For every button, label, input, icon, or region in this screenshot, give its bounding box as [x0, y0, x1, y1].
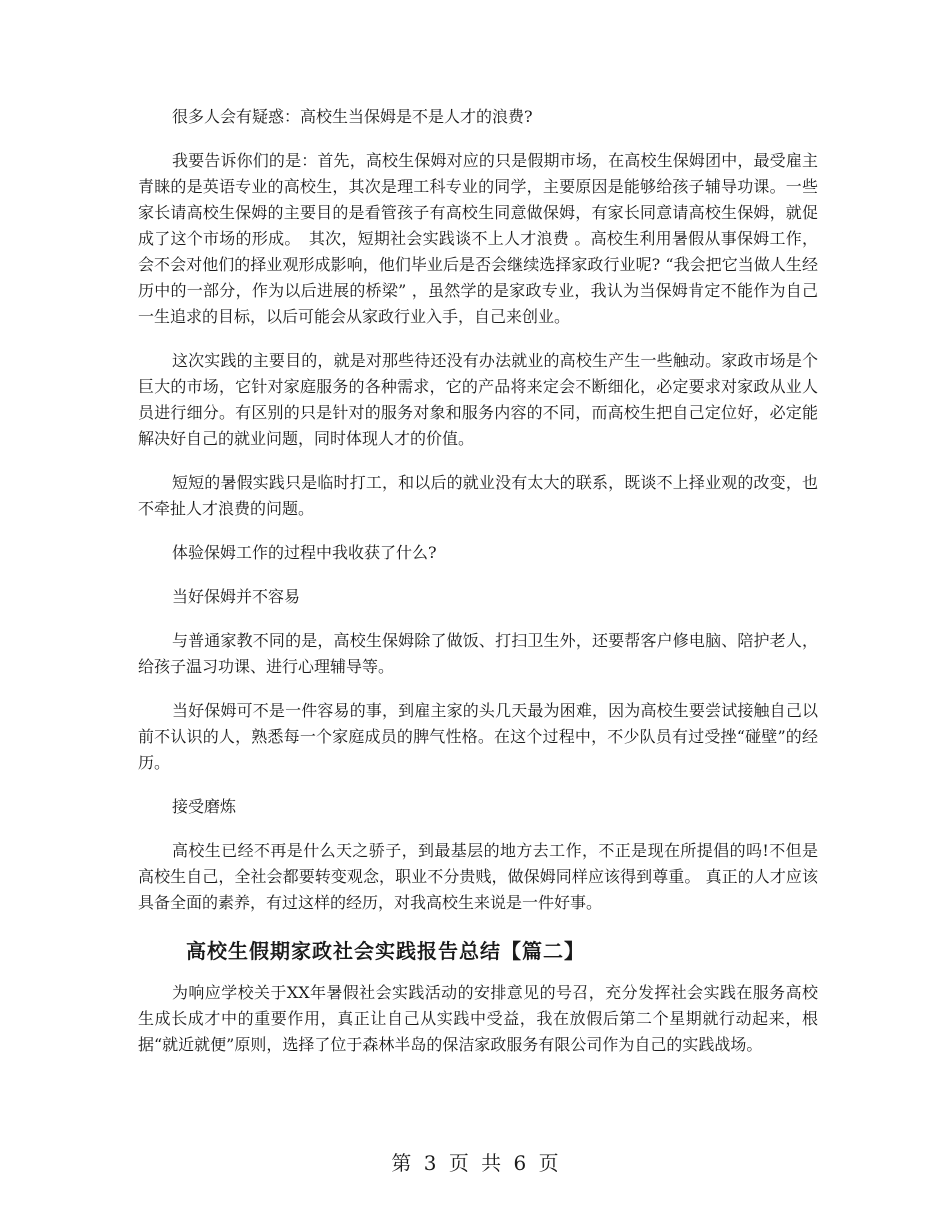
- paragraph-duties: 与普通家教不同的是，高校生保姆除了做饭、打扫卫生外，还要帮客户修电脑、陪护老人，给孩子温习功课、进行心理辅导等。: [138, 631, 818, 676]
- paragraph-difficulty: 当好保姆可不是一件容易的事，到雇主家的头几天最为困难，因为高校生要尝试接触自己以前不认识的人，熟悉每一个家庭成员的脾气性格。在这个过程中，不少队员有过受挫“碰壁”的经历。: [138, 701, 818, 772]
- paragraph-attitude: 高校生已经不再是什么天之骄子，到最基层的地方去工作，不正是现在所提倡的吗!不但是高校生自己，全社会都要转变观念，职业不分贵贱，做保姆同样应该得到尊重。 真正的人才应该具备全面的素养，有过这样的经历，对我高校生来说是一件好事。: [138, 841, 818, 912]
- paragraph-section-two-intro: 为响应学校关于XX年暑假社会实践活动的安排意见的号召，充分发挥社会实践在服务高校生成长成才中的重要作用，真正让自己从实践中受益，我在放假后第二个星期就行动起来，根据“就近就便”原则，选择了位于森林半岛的保洁家政服务有限公司作为自己的实践战场。: [138, 983, 818, 1054]
- paragraph-purpose: 这次实践的主要目的，就是对那些待还没有办法就业的高校生产生一些触动。家政市场是个巨大的市场，它针对家庭服务的各种需求，它的产品将来定会不断细化，必定要求对家政从业人员进行细分。有区别的只是针对的服务对象和服务内容的不同，而高校生把自己定位好，必定能解决好自己的就业问题，同时体现人才的价值。: [138, 351, 818, 448]
- paragraph-gains-question: 体验保姆工作的过程中我收获了什么?: [172, 543, 437, 562]
- paragraph-short-practice: 短短的暑假实践只是临时打工，和以后的就业没有太大的联系，既谈不上择业观的改变，也不牵扯人才浪费的问题。: [138, 473, 818, 518]
- subheading-tempering: 接受磨炼: [172, 797, 237, 816]
- page-footer: 第 3 页 共 6 页: [391, 1151, 559, 1175]
- subheading-not-easy: 当好保姆并不容易: [172, 587, 301, 606]
- section-heading: 高校生假期家政社会实践报告总结【篇二】: [186, 939, 585, 963]
- document-body: [138, 104, 818, 1058]
- paragraph-question: 很多人会有疑惑：高校生当保姆是不是人才的浪费?: [172, 107, 533, 126]
- paragraph-answer: 我要告诉你们的是：首先，高校生保姆对应的只是假期市场，在高校生保姆团中，最受雇主青睐的是英语专业的高校生，其次是理工科专业的同学，主要原因是能够给孩子辅导功课。一些家长请高校生保姆的主要目的是看管孩子有高校生同意做保姆，有家长同意请高校生保姆，就促成了这个市场的形成。 其次，短期社会实践谈不上人才浪费 。高校生利用暑假从事保姆工作，会不会对他们的择业观形成影响，他们毕业后是否会继续选择家政行业呢? “我会把它当做人生经历中的一部分，作为以后进展的桥梁” ，虽然学的是家政专业，我认为当保姆肯定不能作为自己一生追求的目标，以后可能会从家政行业入手，自己来创业。: [138, 151, 818, 326]
